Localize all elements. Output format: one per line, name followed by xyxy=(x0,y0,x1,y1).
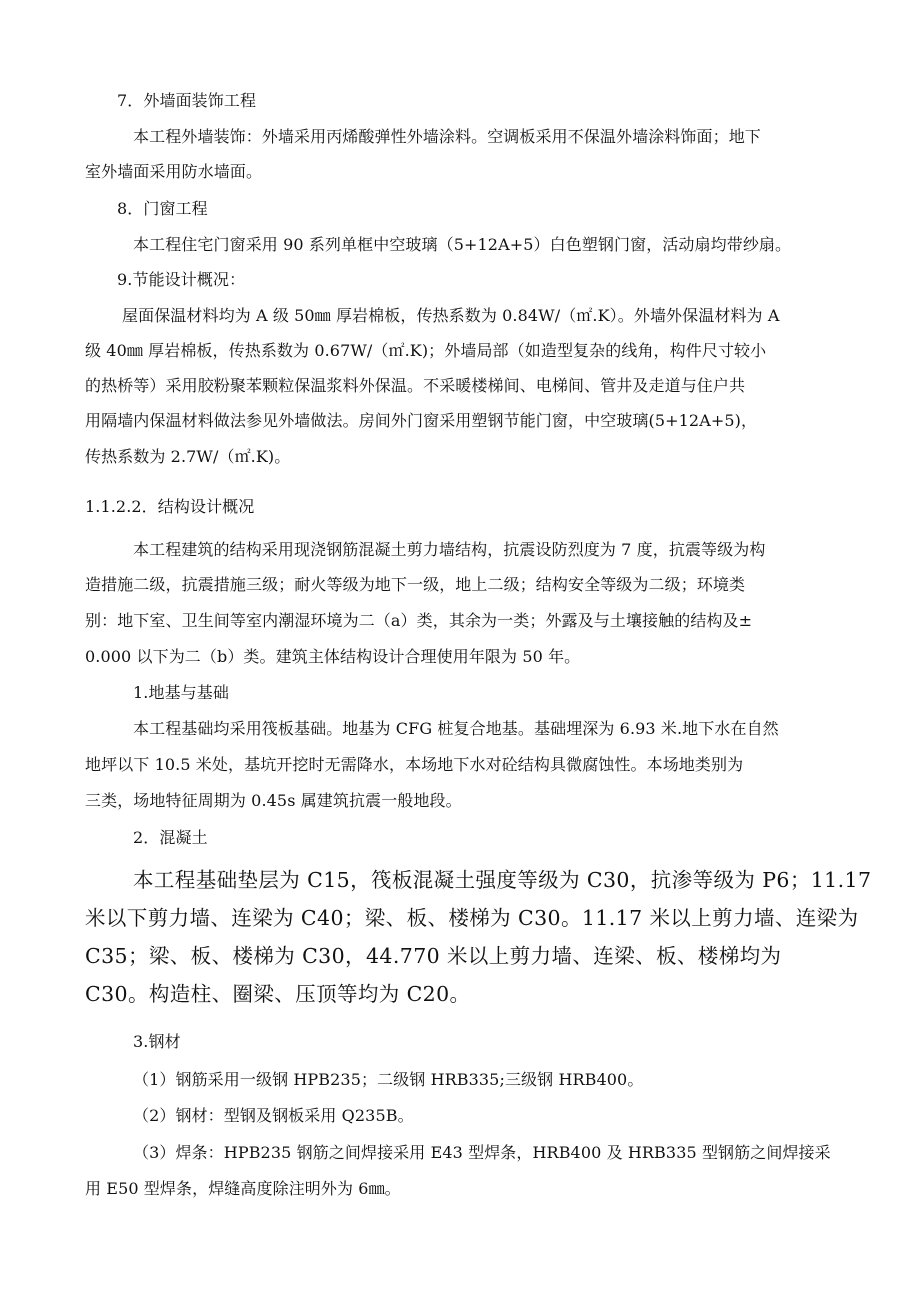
paragraph-line: 传热系数为 2.7W/（㎡.K)。 xyxy=(85,447,291,466)
paragraph-line: 本工程基础垫层为 C15，筏板混凝土强度等级为 C30，抗渗等级为 P6；11.17 xyxy=(133,868,872,892)
paragraph-line: 本工程基础均采用筏板基础。地基为 CFG 桩复合地基。基础埋深为 6.93 米.地下水在自然 xyxy=(133,719,779,738)
paragraph-line: 0.000 以下为二（b）类。建筑主体结构设计合理使用年限为 50 年。 xyxy=(85,647,581,666)
section-heading-structural-design: 1.1.2.2．结构设计概况 xyxy=(85,497,255,516)
paragraph-line: C30。构造柱、圈梁、压顶等均为 C20。 xyxy=(85,982,471,1006)
section-heading-exterior-wall: 7．外墙面装饰工程 xyxy=(117,91,257,110)
paragraph-line: 米以下剪力墙、连梁为 C40；梁、板、楼梯为 C30。11.17 米以上剪力墙、连梁为 xyxy=(85,906,859,930)
section-heading-concrete: 2．混凝土 xyxy=(133,828,208,847)
paragraph-line: 别：地下室、卫生间等室内潮湿环境为二（a）类，其余为一类；外露及与土壤接触的结构及± xyxy=(85,611,753,630)
paragraph-line: 的热桥等）采用胶粉聚苯颗粒保温浆料外保温。不采暖楼梯间、电梯间、管井及走道与住户共 xyxy=(85,376,746,395)
paragraph-line: 级 40㎜ 厚岩棉板，传热系数为 0.67W/（㎡.K)；外墙局部（如造型复杂的线角，构件尺寸较小 xyxy=(85,341,767,360)
paragraph-line: （3）焊条：HPB235 钢筋之间焊接采用 E43 型焊条，HRB400 及 HRB335 型钢筋之间焊接采 xyxy=(133,1143,831,1162)
paragraph-line: 用 E50 型焊条，焊缝高度除注明外为 6㎜。 xyxy=(85,1179,401,1198)
section-heading-doors-windows: 8．门窗工程 xyxy=(117,199,208,218)
paragraph-line: （1）钢筋采用一级钢 HPB235；二级钢 HRB335;三级钢 HRB400。 xyxy=(133,1070,644,1089)
paragraph-line: 室外墙面采用防水墙面。 xyxy=(85,162,263,181)
paragraph-line: 三类，场地特征周期为 0.45s 属建筑抗震一般地段。 xyxy=(85,791,462,810)
paragraph-line: 造措施二级，抗震措施三级；耐火等级为地下一级，地上二级；结构安全等级为二级；环境类 xyxy=(85,575,746,594)
section-heading-steel: 3.钢材 xyxy=(133,1032,181,1051)
paragraph-line: （2）钢材：型钢及钢板采用 Q235B。 xyxy=(133,1106,414,1125)
paragraph-line: 地坪以下 10.5 米处，基坑开挖时无需降水，本场地下水对砼结构具微腐蚀性。本场地类别为 xyxy=(85,755,744,774)
section-heading-foundation: 1.地基与基础 xyxy=(133,683,229,702)
paragraph-line: C35；梁、板、楼梯为 C30，44.770 米以上剪力墙、连梁、板、楼梯均为 xyxy=(85,944,782,968)
paragraph-line: 本工程住宅门窗采用 90 系列单框中空玻璃（5+12A+5）白色塑钢门窗，活动扇均带纱扇。 xyxy=(133,235,792,254)
paragraph-line: 本工程外墙装饰：外墙采用丙烯酸弹性外墙涂料。空调板采用不保温外墙涂料饰面；地下 xyxy=(133,127,761,146)
paragraph-line: 屋面保温材料均为 A 级 50㎜ 厚岩棉板，传热系数为 0.84W/（㎡.K）。外墙外保温材料为 A xyxy=(122,306,780,325)
paragraph-line: 本工程建筑的结构采用现浇钢筋混凝土剪力墙结构，抗震设防烈度为 7 度，抗震等级为构 xyxy=(133,540,766,559)
paragraph-line: 用隔墙内保温材料做法参见外墙做法。房间外门窗采用塑钢节能门窗，中空玻璃(5+12A+5)， xyxy=(85,411,758,430)
section-heading-energy-saving: 9.节能设计概况： xyxy=(117,270,246,289)
